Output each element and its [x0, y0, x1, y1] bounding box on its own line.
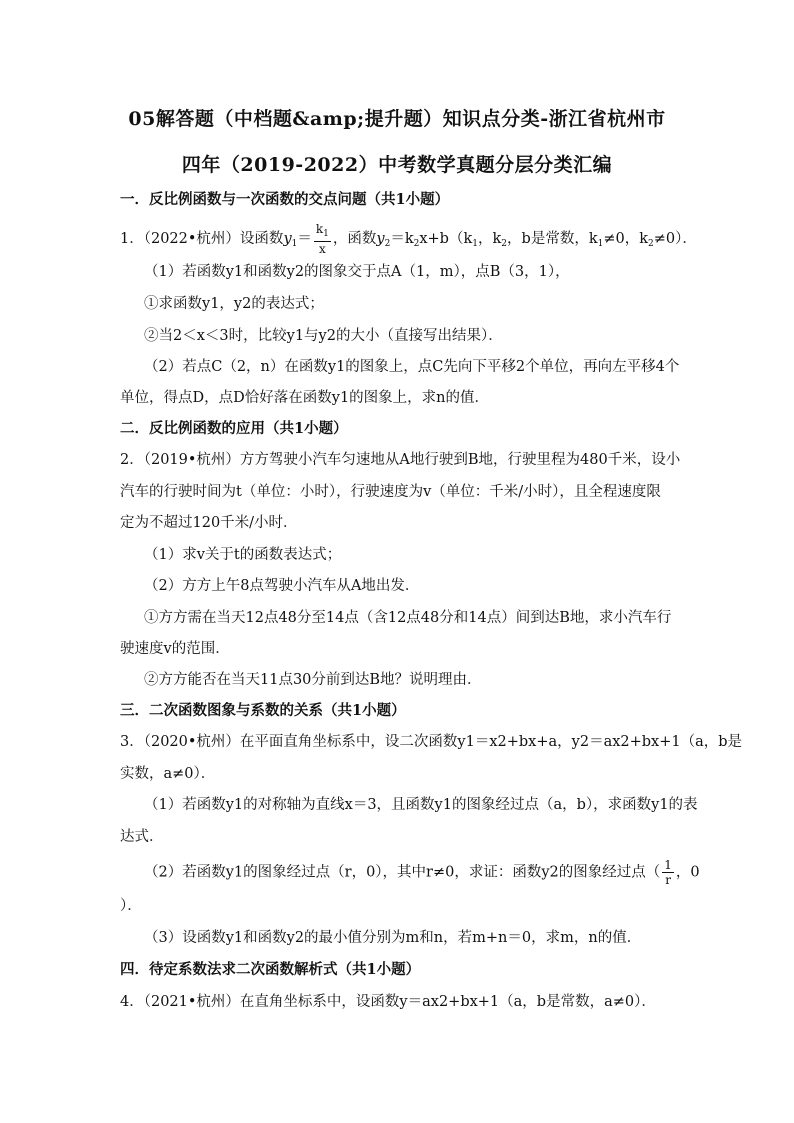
question-1-part-1a: ①求函数y1，y2的表达式； [144, 296, 324, 312]
section-heading-3: 三．二次函数图象与系数的关系（共1小题） [120, 702, 406, 719]
document-title-line1: 05解答题（中档题&amp;提升题）知识点分类-浙江省杭州市 [128, 108, 666, 130]
question-3-part-2-cont: ）． [120, 898, 142, 914]
question-3-part-1: （1）若函数y1的对称轴为直线x＝3，且函数y1的图象经过点（a，b），求函数y1的表 [144, 797, 698, 813]
question-3-line-2: 实数，a≠0）． [120, 766, 216, 782]
document-title-line2: 四年（2019-2022）中考数学真题分层分类汇编 [181, 154, 613, 176]
question-2-part-2a: ①方方需在当天12点48分至14点（含12点48分和14点）间到达B地，求小汽车行 [144, 610, 672, 626]
question-2-line-1: 2．（2019•杭州）方方驾驶小汽车匀速地从A地行驶到B地，行驶里程为480千米，设小 [120, 452, 681, 468]
question-1-part-1b: ②当2＜x＜3时，比较y1与y2的大小（直接写出结果）． [144, 328, 503, 344]
question-1-part-1: （1）若函数y1和函数y2的图象交于点A（1，m），点B（3，1）， [144, 264, 570, 280]
question-3-part-3: （3）设函数y1和函数y2的最小值分别为m和n，若m+n＝0，求m，n的值． [144, 930, 642, 946]
question-2-part-2: （2）方方上午8点驾驶小汽车从A地出发． [144, 578, 420, 594]
question-3-part-1-cont: 达式． [120, 829, 164, 845]
section-heading-2: 二．反比例函数的应用（共1小题） [120, 420, 348, 437]
section-heading-4: 四．待定系数法求二次函数解析式（共1小题） [120, 961, 421, 978]
question-3-part-2: （2）若函数y1的图象经过点（r，0），其中r≠0，求证：函数y2的图象经过点（ $\frac{1}{r}$ ，0 [144, 858, 700, 887]
question-2-part-2a-cont: 驶速度v的范围． [120, 641, 230, 657]
question-4-line-1: 4．（2021•杭州）在直角坐标系中，设函数y＝ax2+bx+1（a，b是常数，a≠0）． [120, 994, 656, 1010]
question-2-line-2: 汽车的行驶时间为t（单位：小时），行驶速度为v（单位：千米/小时），且全程速度限 [120, 484, 661, 500]
fraction-k1-over-x: $\frac{k_1}{x}$ [315, 222, 329, 256]
question-1-part-2-cont: 单位，得点D，点D恰好落在函数y1的图象上，求n的值． [120, 390, 490, 406]
question-2-part-2b: ②方方能否在当天11点30分前到达B地？说明理由． [144, 672, 482, 688]
question-1-part-2: （2）若点C（2，n）在函数y1的图象上，点C先向下平移2个单位，再向左平移4个 [144, 359, 680, 375]
section-heading-1: 一．反比例函数与一次函数的交点问题（共1小题） [120, 191, 450, 208]
question-2-part-1: （1）求v关于t的函数表达式； [144, 547, 342, 563]
question-3-line-1: 3．（2020•杭州）在平面直角坐标系中，设二次函数y1＝x2+bx+a，y2＝ax2+bx+1（a，b是 [120, 734, 743, 750]
question-2-line-3: 定为不超过120千米/小时． [120, 515, 298, 531]
fraction-1-over-r: $\frac{1}{r}$ [664, 858, 672, 887]
question-1-intro: 1．（2022•杭州）设函数$y_1=$ $\frac{k_1}{x}$ ，函数$y_2=k_2x+b(k_1$，$k_2$，b是常数，$k_1\ne 0$，$k_2\ne 0$）． [120, 222, 697, 256]
